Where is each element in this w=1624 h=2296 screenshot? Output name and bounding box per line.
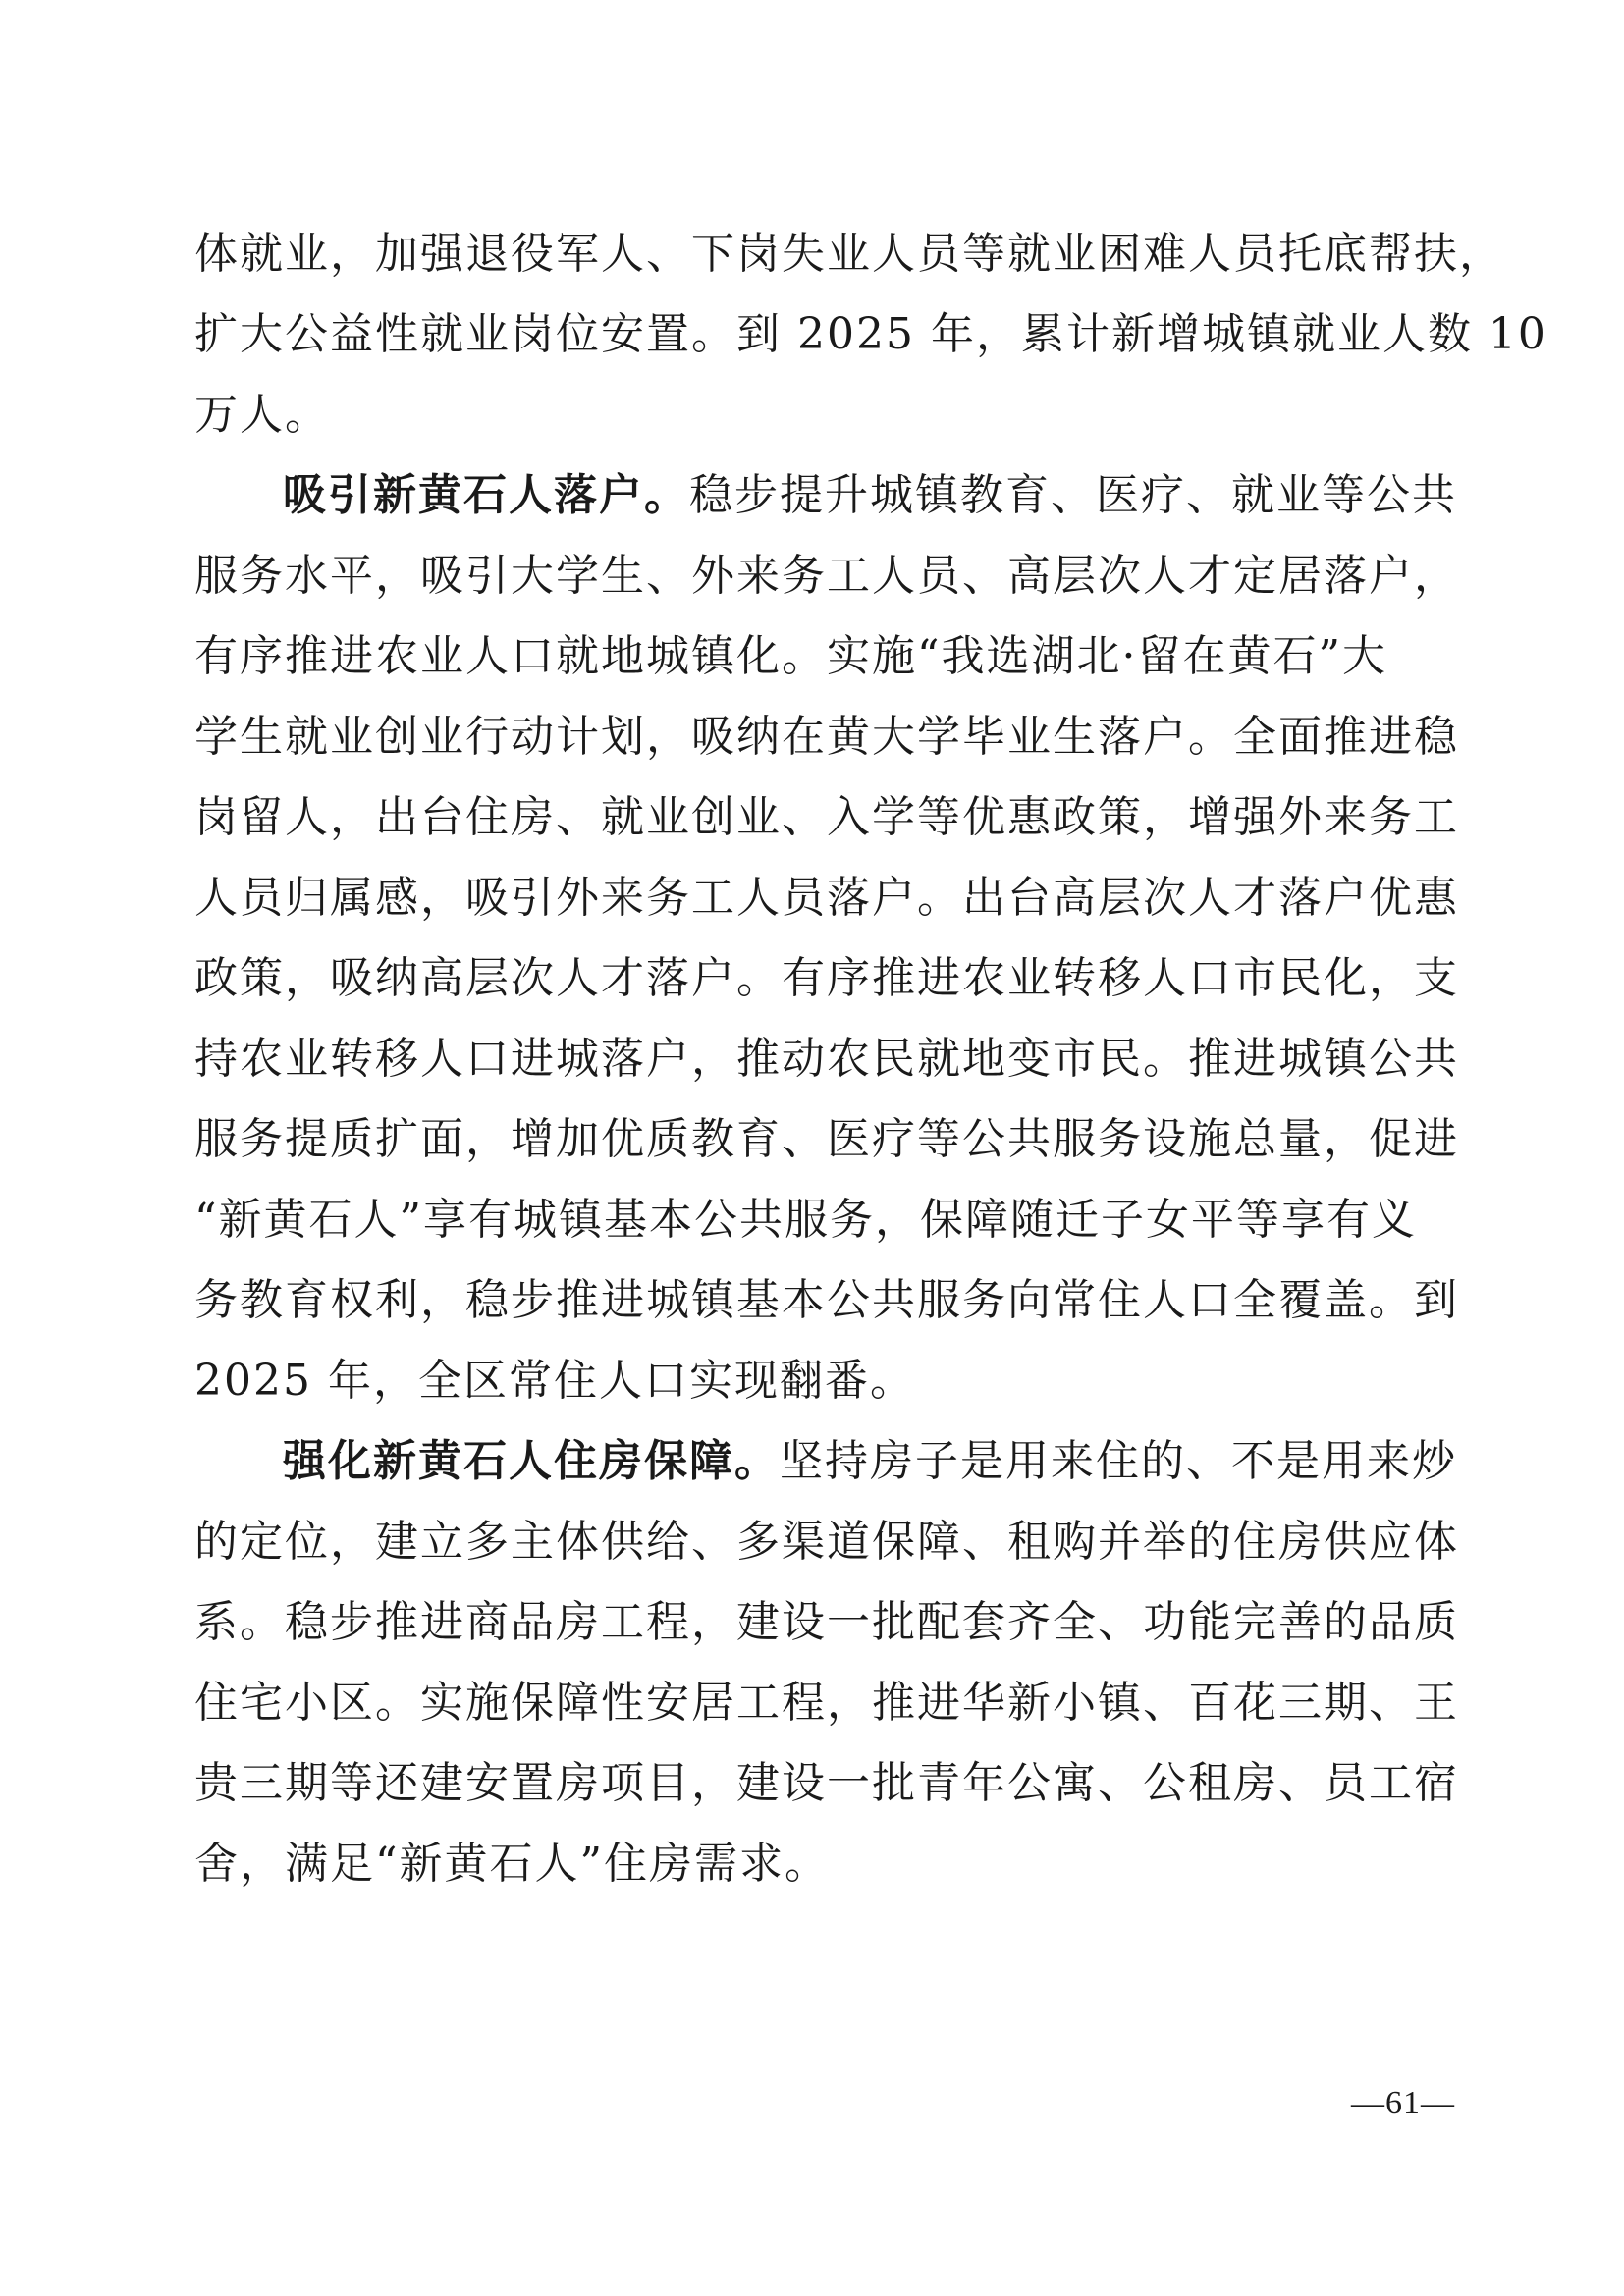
text-line: 体就业，加强退役军人、下岗失业人员等就业困难人员托底帮扶， — [194, 229, 1504, 279]
paragraph-heading: 强化新黄石人住房保障。 — [283, 1436, 780, 1486]
text-line: 学生就业创业行动计划，吸纳在黄大学毕业生落户。全面推进稳 — [194, 712, 1459, 762]
text-line: 扩大公益性就业岗位安置。到 2025 年，累计新增城镇就业人数 10 — [194, 309, 1547, 359]
text-line: 持农业转移人口进城落户，推动农民就地变市民。推进城镇公共 — [194, 1034, 1459, 1084]
body-text — [194, 214, 1547, 1904]
heading-line-rest: 坚持房子是用来住的、不是用来炒 — [780, 1436, 1457, 1486]
text-line: 岗留人，出台住房、就业创业、入学等优惠政策，增强外来务工 — [194, 792, 1459, 842]
text-line: “新黄石人”享有城镇基本公共服务，保障随迁子女平等享有义 — [194, 1195, 1417, 1245]
text-line: 有序推进农业人口就地城镇化。实施“我选湖北·留在黄石”大 — [194, 631, 1387, 681]
text-line: 务教育权利，稳步推进城镇基本公共服务向常住人口全覆盖。到 — [194, 1275, 1459, 1325]
paragraph-employment-continuation — [194, 214, 1547, 455]
text-line — [194, 455, 1457, 536]
text-line: 万人。 — [194, 390, 330, 440]
page-number: —61— — [1351, 2085, 1455, 2121]
text-line: 服务水平，吸引大学生、外来务工人员、高层次人才定居落户， — [194, 551, 1459, 601]
text-line: 服务提质扩面，增加优质教育、医疗等公共服务设施总量，促进 — [194, 1114, 1459, 1164]
text-line: 住宅小区。实施保障性安居工程，推进华新小镇、百花三期、王 — [194, 1678, 1459, 1728]
paragraph-housing-security — [194, 1421, 1459, 1904]
text-line: 人员归属感，吸引外来务工人员落户。出台高层次人才落户优惠 — [194, 873, 1459, 923]
text-line: 系。稳步推进商品房工程，建设一批配套齐全、功能完善的品质 — [194, 1597, 1459, 1647]
paragraph-heading: 吸引新黄石人落户。 — [283, 470, 689, 520]
heading-line-rest: 稳步提升城镇教育、医疗、就业等公共 — [689, 470, 1457, 520]
text-line: 舍，满足“新黄石人”住房需求。 — [194, 1839, 830, 1889]
text-line: 政策，吸纳高层次人才落户。有序推进农业转移人口市民化，支 — [194, 953, 1459, 1003]
text-line: 贵三期等还建安置房项目，建设一批青年公寓、公租房、员工宿 — [194, 1758, 1459, 1808]
paragraph-attract-residents — [194, 455, 1459, 1421]
text-line: 的定位，建立多主体供给、多渠道保障、租购并举的住房供应体 — [194, 1517, 1459, 1567]
text-line — [194, 1421, 1457, 1502]
text-line: 2025 年，全区常住人口实现翻番。 — [194, 1356, 915, 1406]
